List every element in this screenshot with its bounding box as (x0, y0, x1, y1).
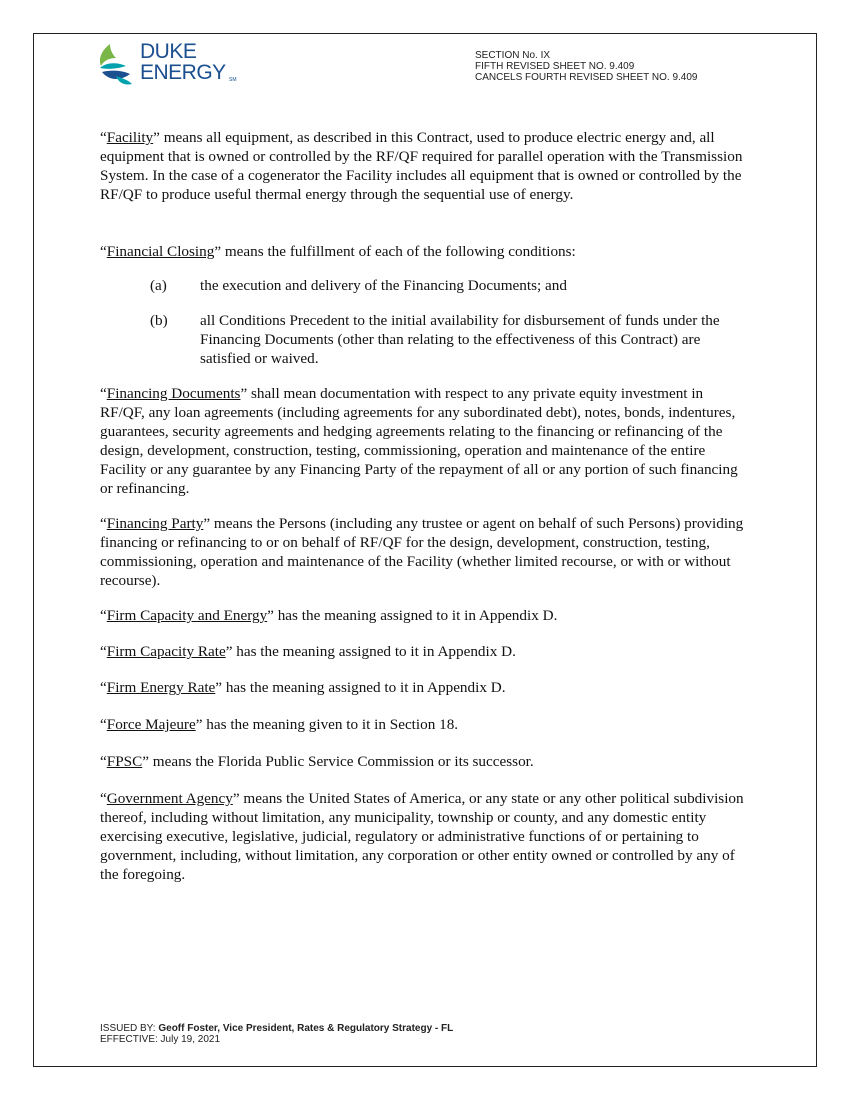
defined-term: Force Majeure (106, 716, 196, 733)
definition-text: ” means the fulfillment of each of the following conditions: (214, 243, 576, 260)
logo-service-mark: SM (229, 77, 237, 83)
definition-text: ” has the meaning assigned to it in Appendix D. (215, 679, 506, 696)
definition-force-majeure: “Force Majeure” has the meaning given to it in Section 18. (100, 716, 459, 733)
definition-fpsc: “FPSC” means the Florida Public Service Commission or its successor. (100, 753, 534, 770)
definition-text: ” means the Florida Public Service Commission or its successor. (142, 753, 534, 770)
defined-term: Government Agency (106, 790, 233, 807)
definition-firm-capacity-and-energy: “Firm Capacity and Energy” has the meaning assigned to it in Appendix D. (100, 607, 558, 624)
list-item-label: (a) (150, 277, 167, 294)
definition-government-agency: “Government Agency” means the United States of America, or any state or any other political subdivision thereof, including without limitation, any municipality, township or county, and any domestic entity exercising executive, legislative, judicial, regulatory or administrative functions of or pertaining to government, including, without limitation, any corporation or other entity owned or controlled by any of the foregoing. (100, 790, 744, 883)
defined-term: FPSC (106, 753, 143, 770)
definition-text: ” has the meaning assigned to it in Appendix D. (267, 607, 558, 624)
list-item (100, 276, 750, 295)
cancels-sheet: CANCELS FOURTH REVISED SHEET NO. 9.409 (475, 72, 698, 83)
definition-text: ” shall mean documentation with respect to any private equity investment in RF/QF, any loan agreements (including agreements for any subordinated debt), notes, bonds, indentures, guarantees, security agreements and hedging agreements relating to the financing or refinancing of the design, development, construction, testing, commissioning, operation and maintenance of the entire Facility or any guarantee by any Financing Party of the repayment of all or any portion of such financing or refinancing. (100, 385, 738, 497)
definition-text: ” means the Persons (including any trustee or agent on behalf of such Persons) providing financing or refinancing to or on behalf of RF/QF for the design, development, construction, testing, commissioning, operation and maintenance of the Facility (whether limited recourse, or with or without recourse). (100, 515, 744, 589)
defined-term: Financing Documents (106, 385, 241, 402)
footer (100, 1023, 453, 1045)
list-item-label: (b) (150, 312, 168, 329)
document-body (100, 128, 750, 884)
issued-by-name: Geoff Foster, Vice President, Rates & Regulatory Strategy - FL (158, 1023, 454, 1034)
duke-energy-logo (96, 40, 246, 92)
definition-financial-closing: “Financial Closing” means the fulfillment of each of the following conditions: (100, 243, 576, 260)
list-item-text: all Conditions Precedent to the initial availability for disbursement of funds under the Financing Documents (other than relating to the effectiveness of this Contract) are satisfied or waived. (200, 312, 720, 367)
list-item-text: the execution and delivery of the Financing Documents; and (200, 277, 567, 294)
duke-energy-flame-icon (96, 42, 136, 86)
definition-text: ” has the meaning assigned to it in Appendix D. (225, 643, 516, 660)
list-item (100, 311, 750, 368)
defined-term: Firm Capacity Rate (106, 643, 226, 660)
definition-firm-capacity-rate: “Firm Capacity Rate” has the meaning assigned to it in Appendix D. (100, 643, 516, 660)
definition-financing-party: “Financing Party” means the Persons (including any trustee or agent on behalf of such Persons) providing financing or refinancing to or on behalf of RF/QF for the design, development, construction, testing, commissioning, operation and maintenance of the Facility (whether limited recourse, or with or without recourse). (100, 515, 744, 589)
section-number: SECTION No. IX (475, 50, 551, 61)
defined-term: Facility (106, 129, 154, 146)
sheet-number: FIFTH REVISED SHEET NO. 9.409 (475, 61, 635, 72)
issued-by-label: ISSUED BY: (100, 1023, 159, 1034)
defined-term: Firm Energy Rate (106, 679, 216, 696)
definition-firm-energy-rate: “Firm Energy Rate” has the meaning assigned to it in Appendix D. (100, 679, 506, 696)
defined-term: Financing Party (106, 515, 204, 532)
definition-facility: “Facility” means all equipment, as described in this Contract, used to produce electric energy and, all equipment that is owned or controlled by the RF/QF required for parallel operation with the Transmission System. In the case of a cogenerator the Facility includes all equipment that is owned or controlled by the RF/QF to produce useful thermal energy through the sequential use of energy. (100, 129, 743, 203)
issued-by-line (100, 1023, 453, 1034)
effective-date: EFFECTIVE: July 19, 2021 (100, 1034, 221, 1045)
definition-text: ” means all equipment, as described in this Contract, used to produce electric energy and, all equipment that is owned or controlled by the RF/QF required for parallel operation with the Transmission System. In the case of a cogenerator the Facility includes all equipment that is owned or controlled by the RF/QF to produce useful thermal energy through the sequential use of energy. (100, 129, 743, 203)
defined-term: Firm Capacity and Energy (106, 607, 268, 624)
logo-line-1: DUKE (140, 40, 197, 63)
definition-text: ” means the United States of America, or any state or any other political subdivision thereof, including without limitation, any municipality, township or county, and any domestic entity exercising executive, legislative, judicial, regulatory or administrative functions of or pertaining to government, including, without limitation, any corporation or other entity owned or controlled by any of the foregoing. (100, 790, 744, 883)
logo-line-2: ENERGY (140, 61, 226, 84)
defined-term: Financial Closing (106, 243, 215, 260)
definition-text: ” has the meaning given to it in Section 18. (195, 716, 459, 733)
sheet-header (475, 50, 697, 83)
definition-financing-documents: “Financing Documents” shall mean documentation with respect to any private equity investment in RF/QF, any loan agreements (including agreements for any subordinated debt), notes, bonds, indentures, guarantees, security agreements and hedging agreements relating to the financing or refinancing of the design, development, construction, testing, commissioning, operation and maintenance of the entire Facility or any guarantee by any Financing Party of the repayment of all or any portion of such financing or refinancing. (100, 385, 738, 497)
